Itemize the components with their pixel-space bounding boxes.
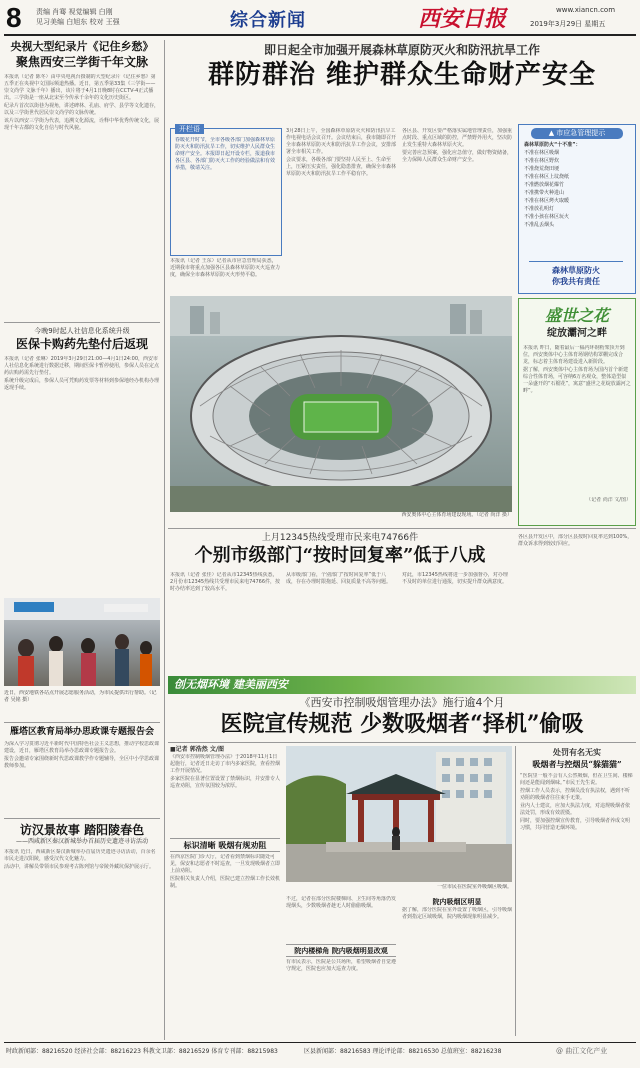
paragraph: 报告会邀请专家围绕新时代思政课教学作专题辅导，全区中小学思政课教师参加。 (4, 756, 160, 769)
sidebar-body (520, 773, 634, 1027)
smoking-body-2 (170, 854, 280, 1034)
editorial-body: 春暖花开时节，全市各级各部门加强森林草原防灭火和防汛抗旱工作，切实维护人民群众生命财产安全。本报即日起开设专栏，报道我市各区县、各部门防灭火工作的经验做法和有效举措，敬请关注。 (175, 137, 276, 171)
stadium-photo-caption: 西安奥体中心主体育场建设现场。（记者 尚洋 摄） (401, 512, 512, 518)
paper-logo: 西安日报 (418, 6, 507, 32)
hospital-pavilion-photo (286, 746, 512, 882)
tips-header (531, 128, 623, 139)
footer-phones: 时政新闻部：88216520 经济社会部：88216223 科教文卫部：88216529 体育专刊部：88215983 (6, 1048, 278, 1055)
tips-box (518, 124, 636, 294)
tip-item: 不准在林区野炊 (524, 158, 560, 164)
editor-credit-1: 责编 肖骞 视觉编辑 白刚 (36, 8, 113, 16)
article-kicker: 今晚9时起人社信息化系统升级 (34, 327, 130, 335)
stadium-photo (170, 296, 512, 512)
article-body (4, 356, 160, 586)
paragraph: 《西安市控制吸烟管理办法》于2018年11月1日起施行，记者近日走访了市内多家医院，查看控烟工作开展情况。 (170, 754, 280, 774)
hotline-col1 (170, 572, 280, 670)
paragraph: 纪录片首次以街巷为视角，讲述碑林、孔庙、府学、县学等文化遗存，以及三学街世代居民崇文尚学的文脉传统。 (4, 103, 160, 116)
tip-item: 不准燃放烟花爆竹 (524, 182, 565, 188)
tips-title: 市应急管理提示 (556, 129, 606, 137)
divider (168, 742, 636, 743)
article-edu-lecture (4, 726, 160, 815)
hotline-col3 (402, 572, 512, 670)
paragraph: 系统升级完成后，参保人员可凭购药发票等材料到参保地经办机构办理返现手续。 (4, 378, 160, 391)
top-story-kicker: 即日起全市加强开展森林草原防灭火和防汛抗旱工作 (263, 43, 540, 57)
smoking-article-header (168, 696, 636, 738)
smoking-byline: ■记者 郭浩然 文/图 (170, 746, 225, 753)
smoking-body-1 (170, 754, 280, 836)
tip-item: 不准放孔明灯 (524, 206, 555, 212)
top-story-headline: 群防群治 维护群众生命财产安全 (207, 60, 597, 90)
editorial-label: 开栏语 (175, 124, 204, 134)
report-note: 本报讯（记者 王东）记者从市应急管理局获悉，近期我市将重点加强各区县森林草原防灭火巡查力度，确保全市森林草原防灭火形势平稳。 (170, 258, 280, 278)
hotline-kicker: 上月12345热线受理市民来电74766件 (261, 533, 419, 543)
smoking-body-3 (286, 896, 396, 942)
smoking-subhead-2: 院内楼梯角 院内吸烟明显改观 (286, 944, 396, 957)
paragraph: 本报讯 近日，西咸新区秦汉新城举办首届历史遗迹寻访活动，百余名市民走进汉阳陵，感受汉代文化魅力。 (4, 849, 156, 862)
divider (4, 818, 160, 819)
slogan-line-2: 你我共有责任 (552, 277, 600, 286)
hotline-headline: 个别市级部门“按时回复率”低于八成 (194, 545, 486, 566)
article-subheadline: ——西咸新区秦汉新城举办首届历史遗迹寻访活动 (15, 838, 148, 845)
pavilion-photo-caption: 一位市民在医院室外吸烟区吸烟。 (436, 884, 512, 890)
paragraph: 据了解，部分医院在室外设置了吸烟区，引导吸烟者到指定区域吸烟，院内吸烟现象明显减少。 (402, 907, 512, 920)
flower-box (518, 298, 636, 526)
tip-item: 不准烧荒烧田埂 (524, 166, 560, 172)
sidebar-divider (515, 746, 516, 1036)
paragraph: 据了解，西安奥体中心主体育场为国内首个新建综合性体育场，可容纳6万名观众，整体造型似一朵盛开的“石榴花”，寓意“盛世之花绽放灞河之畔”。 (523, 367, 631, 394)
tip-item: 不准小孩在林区玩火 (524, 214, 570, 220)
divider (4, 722, 160, 723)
paragraph: 从市级部门看，个别部门“按时回复率”低于八成，存在办理时限拖延、回复质量不高等问题。 (286, 572, 392, 585)
divider (4, 322, 160, 323)
smoking-subhead-1: 标识清晰 吸烟有规劝阻 (170, 838, 280, 852)
paragraph: 活动中，讲解员带领市民参观考古陈列馆与帝陵外藏坑保护展示厅。 (4, 864, 155, 870)
page-number: 8 (6, 2, 22, 33)
tip-item: 不准在林区上坟烧纸 (524, 174, 570, 180)
smoking-kicker: 《西安市控制吸烟管理办法》施行逾4个月 (299, 696, 505, 709)
flower-box-body (523, 345, 631, 495)
header-divider (4, 34, 636, 36)
metro-volunteer-photo (4, 598, 160, 686)
smoking-body-5 (402, 907, 512, 1035)
photo-scene (4, 598, 160, 686)
alert-icon: ▲ (548, 129, 555, 137)
paragraph: 要完善应急预案，强化应急值守，做好物资储备，全力保障人民群众生命财产安全。 (402, 150, 512, 163)
article-medical-insurance (4, 326, 160, 586)
tip-item: 不准在林区烤火取暖 (524, 198, 570, 204)
article-documentary (4, 40, 160, 290)
paragraph: 会议要求，各级各部门要坚持人民至上、生命至上，压紧压实责任，强化隐患排查，确保全市森林草原防灭火和防汛抗旱工作平稳有序。 (286, 157, 396, 177)
tip-item: 不准在林区吸烟 (524, 150, 560, 156)
paragraph: 为深入学习贯彻习近平新时代中国特色社会主义思想，推动学校思政课建设，近日，雁塔区教育局举办思政课专题报告会。 (4, 741, 160, 754)
editorial-box (170, 125, 282, 256)
paragraph: 各区县开发区中，部分区县按时回复率达到100%，群众诉求得到较好回应。 (518, 534, 633, 547)
footer-phones-2: 区县新闻部：88216583 理论评论部：88216530 总值班室：88216238 (304, 1048, 502, 1055)
smoking-col1 (170, 746, 280, 1034)
article-body (4, 74, 160, 290)
tips-list (519, 141, 635, 229)
paragraph: 对此，市12345热线将进一步加强督办，对办理不及时的单位进行通报，切实提升群众满意度。 (402, 572, 508, 585)
paragraph: 该片以西安三学街为代表，追溯文化源流，诠释中华优秀传统文化，展现千年古都的文化自信与时代风貌。 (4, 118, 160, 131)
top-story-col3 (402, 128, 512, 254)
smoking-col2 (286, 896, 396, 1039)
top-story-col2 (286, 128, 396, 254)
sidebar-title-1: 处罚有名无实 (553, 747, 601, 757)
article-body (4, 849, 160, 1029)
issue-date: 2019年3月29日 星期五 (530, 20, 606, 28)
photo-caption: 近日，西安地铁各站点开展志愿服务活动，为市民提供出行帮助。（记者 吴铭 摄） (4, 690, 157, 703)
flower-box-byline: （记者 尚洋 文/图） (586, 497, 631, 503)
paragraph: 业内人士建议，应加大执法力度，对违规吸烟者依法处罚，形成有效震慑。 (520, 803, 631, 816)
article-yangling (4, 822, 160, 1029)
article-headline: 雁塔区教育局举办思政课专题报告会 (9, 727, 154, 737)
hotline-col2 (286, 572, 396, 670)
editor-credit-2: 见习美编 白旭东 校对 王强 (36, 18, 120, 26)
paragraph: 有市民表示，医院是公共场所，希望吸烟者自觉遵守规定，医院也应加大巡查力度。 (286, 959, 396, 972)
tip-item: 森林草原防火“十不准”： (524, 142, 581, 148)
paragraph: 本报讯（记者 陈冬）由中央电视台摄制的大型纪录片《记住乡愁》第五季正在央视中文国际频道热播。近日，第五季第33集《三学街——崇文尚学 文脉千年》播出，该片将于4月1日晚8时在CCTV-4正式播出。三学街是一座从北宋至今传承千余年的文化历史街区。 (4, 74, 156, 101)
section-title: 综合新闻 (230, 10, 306, 31)
pavilion-image (286, 746, 512, 882)
paragraph: 本报讯 昨日，随着最后一榀内环钢桁架顶升到位，西安奥体中心主体育场钢结构罩棚完成合龙，标志着主体育场建设进入新阶段。 (523, 345, 625, 365)
tip-item: 不准乱丢烟头 (524, 222, 555, 228)
paragraph: 各区县、开发区要严格落实属地管理责任，加强重点时段、重点区域的防控，严禁野外用火，坚决防止发生重特大森林草原火灾。 (402, 128, 512, 148)
hotline-article (168, 532, 512, 568)
paragraph: 医院相关负责人介绍，医院已建立控烟工作长效机制。 (170, 876, 280, 889)
paragraph: 在西京医院门诊大厅，记者看到禁烟标识随处可见，保安和志愿者不时巡查，一旦发现吸烟者立即上前劝阻。 (170, 854, 280, 874)
paragraph: 多家医院在显著位置设置了禁烟标识，并安排专人巡查劝阻，宣传氛围较为浓厚。 (170, 776, 280, 789)
smoking-body-4 (286, 959, 396, 1039)
sidebar-title-2: 吸烟者与控烟员“躲猫猫” (532, 759, 622, 769)
smoking-photo-subhead: 院内吸烟区明显 (432, 897, 482, 906)
paragraph: “医院里一般不会有人公然吸烟，但在卫生间、楼梯间还是能闻到烟味。”市民王先生说。 (520, 773, 633, 786)
website[interactable]: www.xiancn.com (556, 6, 616, 14)
left-column-divider (164, 40, 165, 1040)
paragraph: 本报讯（记者 张琳）2019年3月29日21:00—4月1日24:00，西安市人社信息化系统进行数据迁移，期间医保卡暂停使用，参保人员在定点药店购药需先行垫付。 (4, 356, 160, 376)
footer-divider (4, 1042, 636, 1043)
tip-item: 不准携带火种进山 (524, 190, 565, 196)
hotline-col4 (518, 534, 634, 670)
smoking-headline: 医院宣传规范 少数吸烟者“择机”偷吸 (220, 711, 584, 737)
watermark: @ 曲江文化产业 (556, 1047, 608, 1055)
slogan-line-1: 森林草原防火 (552, 266, 600, 275)
paragraph: 同时，要加强控烟宣传教育，引导吸烟者养成文明习惯，共同营造无烟环境。 (520, 818, 631, 831)
sidebar-comment (520, 746, 634, 1027)
smoking-col3 (402, 896, 512, 1035)
page-header (0, 0, 640, 36)
campaign-banner (168, 676, 636, 694)
article-headline-1: 央视大型纪录片《记住乡愁》 (10, 40, 154, 53)
article-headline-2: 聚焦西安三学街千年文脉 (15, 55, 148, 69)
paragraph: 不过，记者在部分医院楼梯间、卫生间等角落仍发现烟头，少数吸烟者趁无人时偷偷吸烟。 (286, 896, 396, 909)
stadium-aerial-image (170, 296, 512, 512)
article-body (4, 741, 160, 815)
slogan-box (529, 261, 623, 287)
paragraph: 控烟工作人员表示，控烟员没有执法权，遇到不听劝阻的吸烟者往往束手无策。 (520, 788, 631, 801)
banner-label: 创无烟环境 建美丽西安 (174, 678, 288, 691)
flower-box-title: 盛世之花 (544, 306, 609, 325)
article-headline: 访汉景故事 踏阳陵春色 (19, 823, 145, 837)
paragraph: 3月28日上午，全国森林草原防灭火和防汛抗旱工作电视电话会议召开。会议结束后，我市随即召开全市森林草原防灭火和防汛抗旱工作会议，安排部署全市相关工作。 (286, 128, 396, 155)
flower-box-subtitle: 绽放灞河之畔 (547, 328, 607, 339)
article-headline: 医保卡购药先垫付后返现 (15, 337, 148, 351)
paragraph: 本报讯（记者 张佳）记者从市12345热线获悉，2月份市12345热线共受理市民来电74766件，按时办结率达到了较高水平。 (170, 572, 280, 592)
top-story (168, 40, 636, 92)
divider (168, 528, 636, 529)
